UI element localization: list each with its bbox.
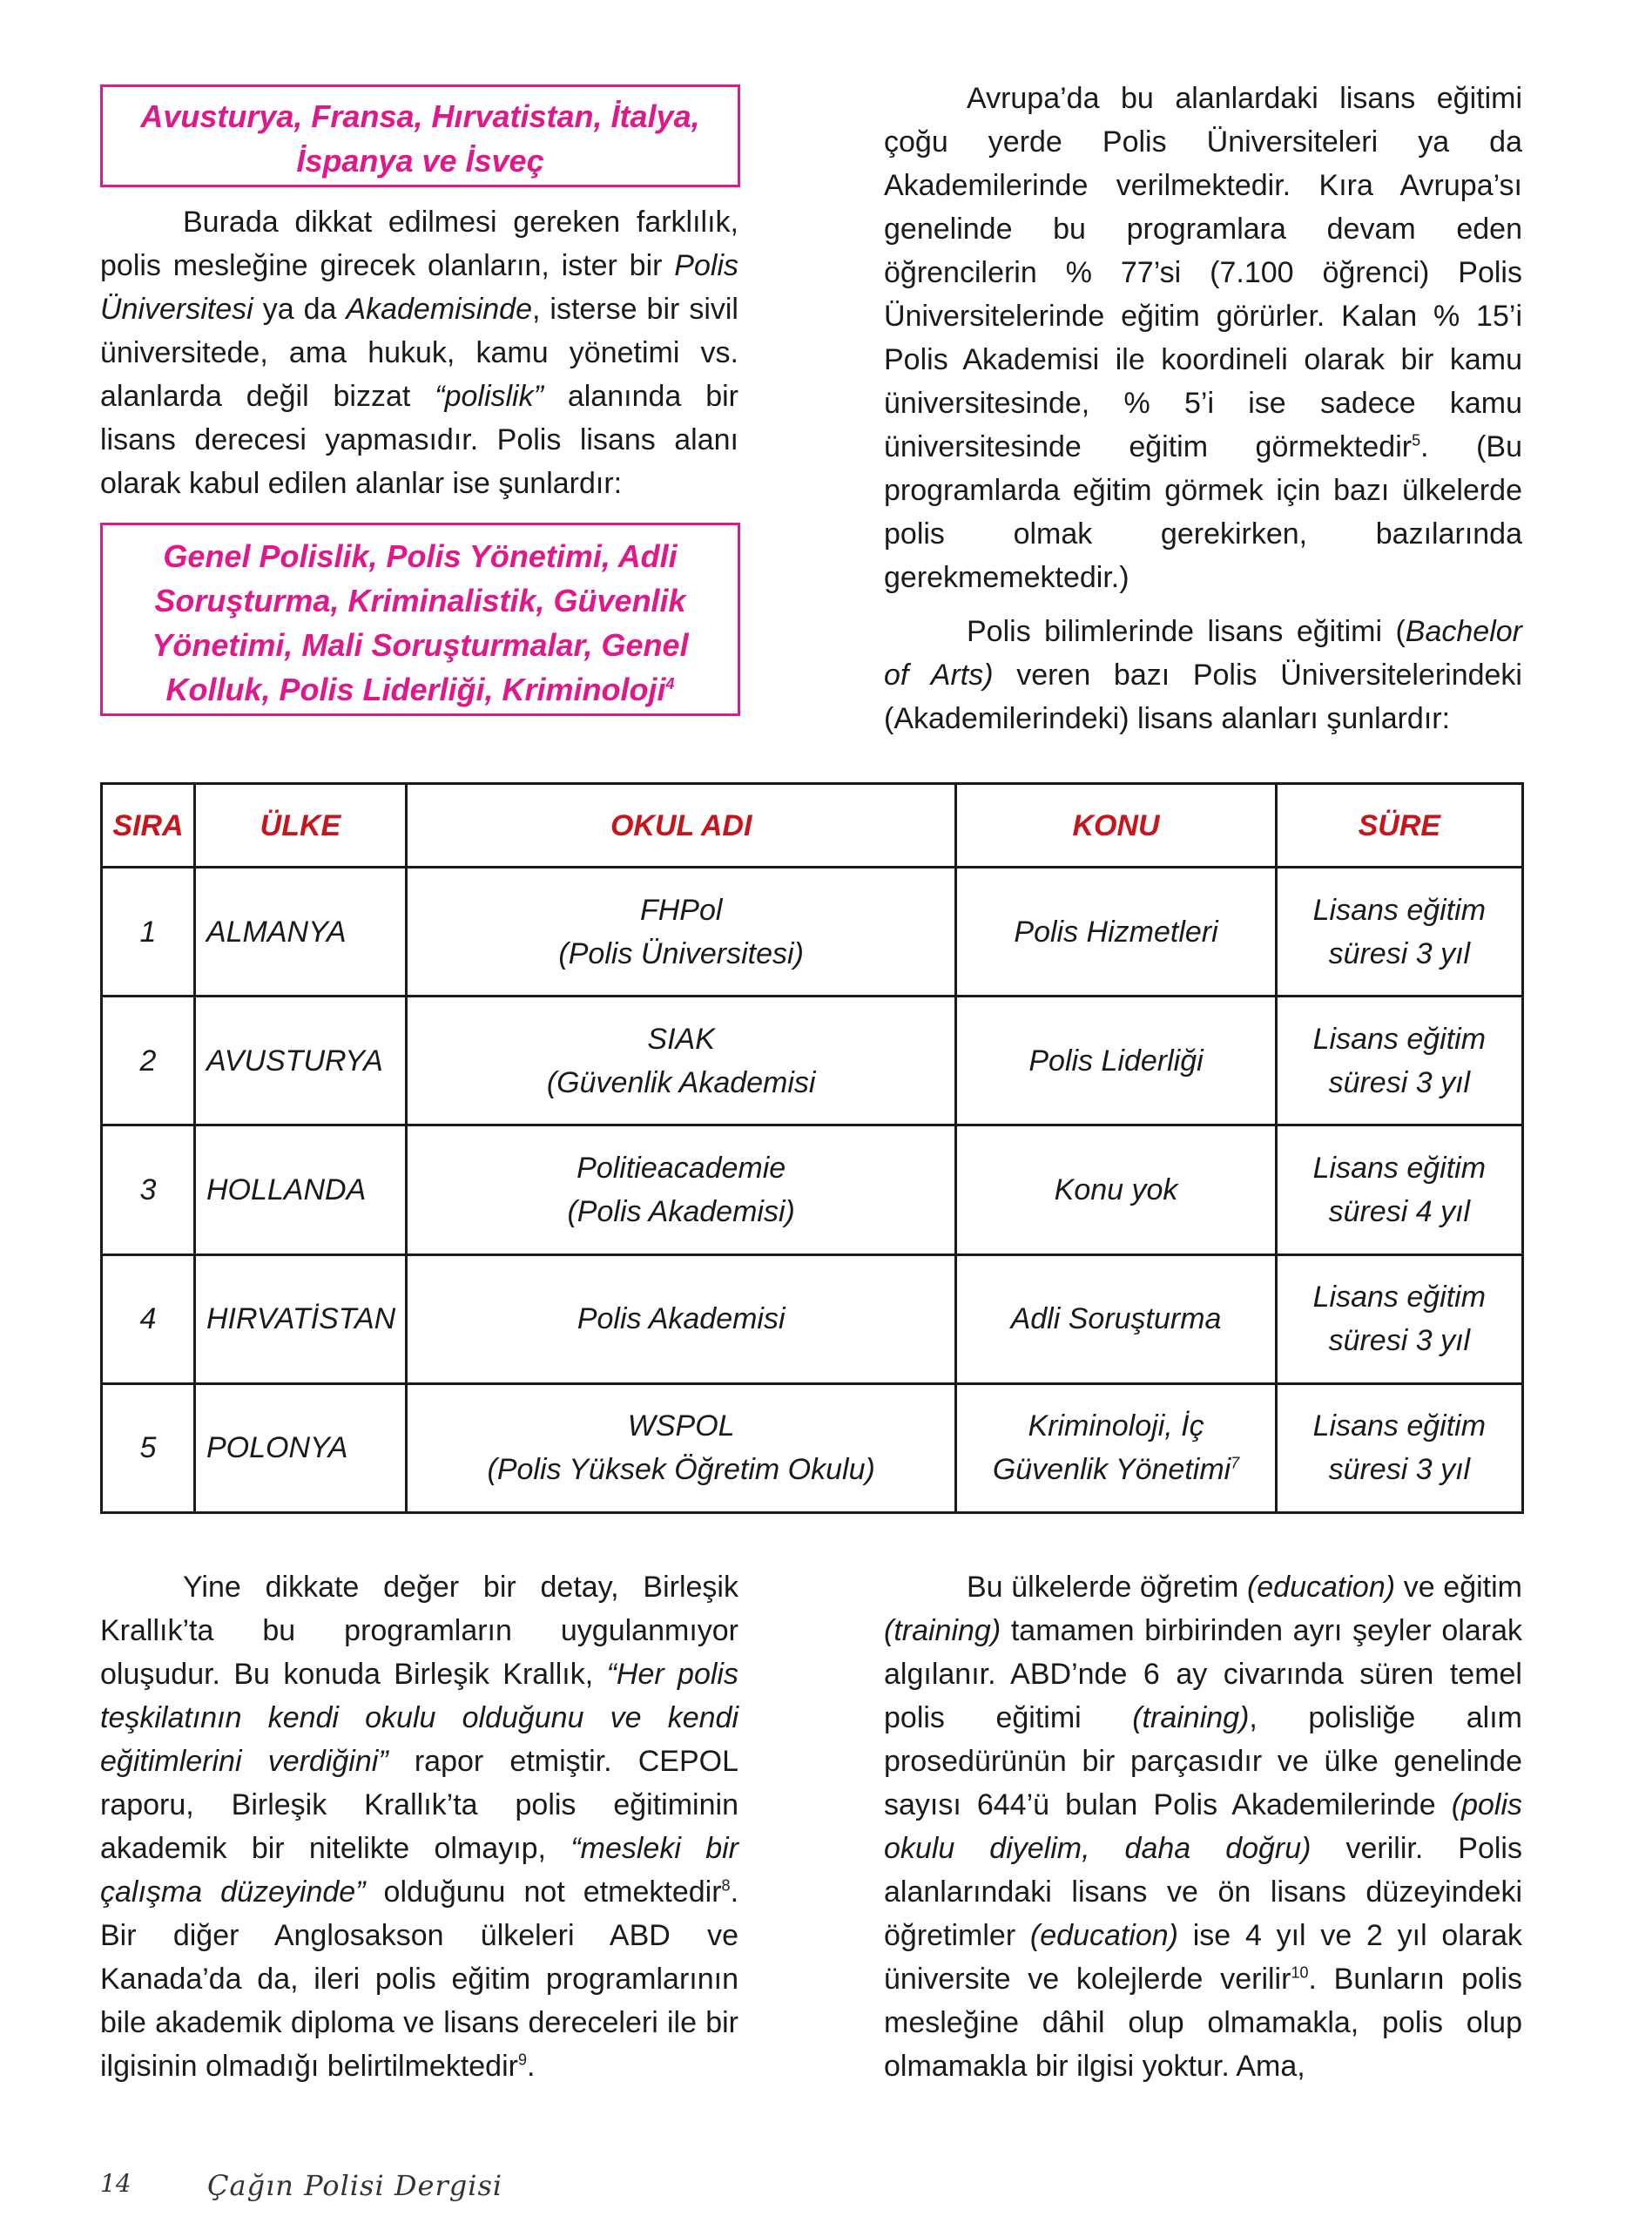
cell-topic: Konu yok [956,1125,1276,1254]
right-column-bottom [884,1565,1522,2098]
cell-no: 1 [102,868,195,997]
cell-country: HOLLANDA [194,1125,406,1254]
paragraph: Yine dikkate değer bir detay, Birleşik Krallık’ta bu programların uygulanmıyor oluşudur. Bu konuda Birleşik Krallık, “Her polis teşkilatının kendi okulu olduğunu ve kendi eğitimlerini verdiğini” rapor etmiştir. CEPOL raporu, Birleşik Krallık’ta polis eğitiminin akademik bir nitelikte olmayıp, “mesleki bir çalışma düzeyinde” olduğunu not etmektedir$^8$. Bir diğer Anglosakson ülkeleri ABD ve Kanada’da da, ileri polis eğitim programlarının bile akademik diploma ve lisans dereceleri ile bir ilgisinin olmadığı belirtilmektedir$^9$. [100,1571,739,2083]
footnote-ref: 4 [665,675,675,693]
table-row [102,1254,1523,1383]
cell-duration: Lisans eğitim süresi 4 yıl [1276,1125,1522,1254]
magazine-name: Çağın Polisi Dergisi [207,2169,503,2202]
paragraph: Polis bilimlerinde lisans eğitimi (Bachelor of Arts) veren bazı Polis Üniversitelerindeki (Akademilerindeki) lisans alanları şunlardır: [884,615,1522,735]
cell-country: HIRVATİSTAN [194,1254,406,1383]
table-header-row [102,784,1523,868]
header-sure: SÜRE [1276,784,1522,868]
table-row [102,997,1523,1125]
cell-no: 2 [102,997,195,1125]
cell-topic: Polis Hizmetleri [956,868,1276,997]
cell-school: Politieacademie (Polis Akademisi) [406,1125,955,1254]
cell-topic: Kriminoloji, İç Güvenlik Yönetimi$^7$ [956,1383,1276,1512]
highlight-line: Soruşturma, Kriminalistik, Güvenlik [154,583,686,618]
highlight-box-fields [100,523,740,716]
table-row [102,1383,1523,1512]
cell-country: ALMANYA [194,868,406,997]
footnote-ref: 8 [721,1876,731,1895]
cell-duration: Lisans eğitim süresi 3 yıl [1276,868,1522,997]
cell-duration: Lisans eğitim süresi 3 yıl [1276,997,1522,1125]
footnote-ref: 10 [1291,1963,1309,1982]
table-row [102,1125,1523,1254]
cell-no: 4 [102,1254,195,1383]
cell-school: SIAK (Güvenlik Akademisi [406,997,955,1125]
cell-country: AVUSTURYA [194,997,406,1125]
cell-school: FHPol (Polis Üniversitesi) [406,868,955,997]
cell-school: Polis Akademisi [406,1254,955,1383]
cell-duration: Lisans eğitim süresi 3 yıl [1276,1254,1522,1383]
highlight-box-countries [100,84,740,187]
left-column-bottom [100,1565,738,2098]
cell-topic: Polis Liderliği [956,997,1276,1125]
header-ulke: ÜLKE [194,784,406,868]
highlight-line: Kolluk, Polis Liderliği, Kriminoloji$^4$ [165,672,675,707]
highlight-line: İspanya ve İsveç [296,143,544,179]
header-okul-adi: OKUL ADI [406,784,955,868]
page-number: 14 [100,2169,131,2198]
cell-no: 3 [102,1125,195,1254]
header-sira: SIRA [102,784,195,868]
table-row [102,868,1523,997]
left-column-top [100,200,738,516]
cell-country: POLONYA [194,1383,406,1512]
cell-duration: Lisans eğitim süresi 3 yıl [1276,1383,1522,1512]
right-column-top [884,77,1522,751]
footnote-ref: 7 [1231,1455,1240,1473]
cell-topic: Adli Soruşturma [956,1254,1276,1383]
cell-school: WSPOL (Polis Yüksek Öğretim Okulu) [406,1383,955,1512]
highlight-line: Avusturya, Fransa, Hırvatistan, İtalya, [140,98,700,134]
highlight-line: Genel Polislik, Polis Yönetimi, Adli [163,538,678,574]
footnote-ref: 9 [517,2051,527,2069]
police-schools-table [100,782,1524,1514]
paragraph: Burada dikkat edilmesi gereken farklılık, polis mesleğine girecek olanların, ister bir Polis Üniversitesi ya da Akademisinde, isterse bir sivil üniversitede, ama hukuk, kamu yönetimi vs. alanlarda değil bizzat “polislik” alanında bir lisans derecesi yapmasıdır. Polis lisans alanı olarak kabul edilen alanlar ise şunlardır: [100,206,738,500]
highlight-line: Yönetimi, Mali Soruşturmalar, Genel [152,627,689,663]
paragraph: Avrupa’da bu alanlardaki lisans eğitimi çoğu yerde Polis Üniversiteleri ya da Akademilerinde verilmektedir. Kıra Avrupa’sı genelinde bu programlara devam eden öğrencilerin % 77’si (7.100 öğrenci) Polis Üniversitelerinde eğitim görürler. Kalan % 15’i Polis Akademisi ile koordineli olarak bir kamu üniversitesinde, % 5’i ise sadece kamu üniversitesinde eğitim görmektedir$^5$. (Bu programlarda eğitim görmek için bazı ülkelerde polis olmak gerekirken, bazılarında gerekmemektedir.) [884,82,1522,594]
paragraph: Bu ülkelerde öğretim (education) ve eğitim (training) tamamen birbirinden ayrı şeyler olarak algılanır. ABD’nde 6 ay civarında süren temel polis eğitimi (training), polisliğe alım prosedürünün bir parçasıdır ve ülke genelinde sayısı 644’ü bulan Polis Akademilerinde (polis okulu diyelim, daha doğru) verilir. Polis alanlarındaki lisans ve ön lisans düzeyindeki öğretimler (education) ise 4 yıl ve 2 yıl olarak üniversite ve kolejlerde verilir$^{10}$. Bunların polis mesleğine dâhil olup olmamakla, polis olup olmamakla bir ilgisi yoktur. Ama, [884,1571,1523,2083]
header-konu: KONU [956,784,1276,868]
cell-no: 5 [102,1383,195,1512]
footnote-ref: 5 [1412,431,1421,449]
